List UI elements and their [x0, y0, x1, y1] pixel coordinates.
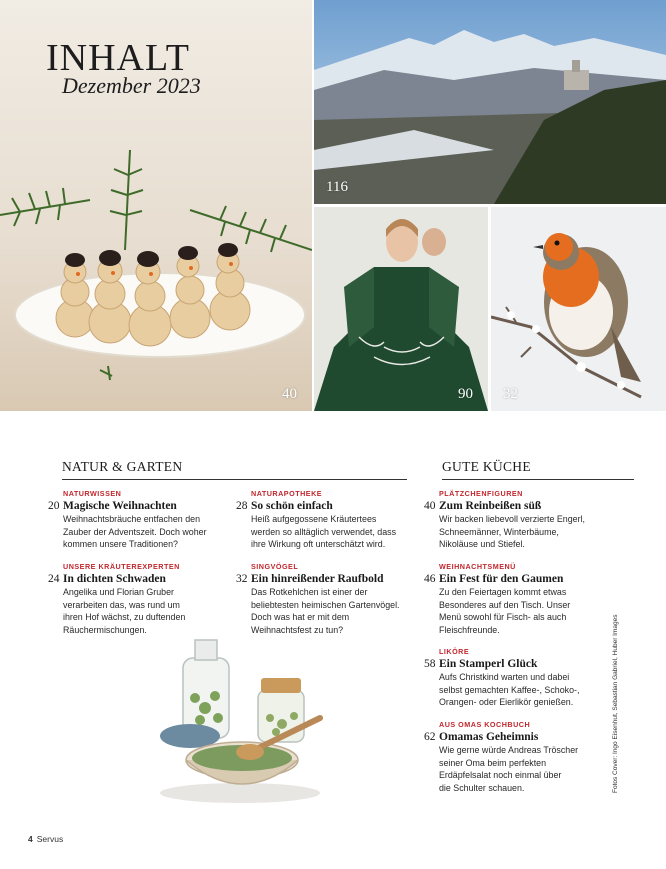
cookies-page-number: 40 [282, 386, 297, 402]
robin-photo [491, 207, 666, 411]
toc-entry[interactable] [424, 647, 609, 709]
toc-entry[interactable] [48, 562, 233, 636]
entry-description: Aufs Christkind warten und dabei selbst gemachten Kaffee-, Schoko-, Orangen- oder Eierlikör genießen. [439, 672, 580, 708]
entry-category: WEIHNACHTSMENÜ [439, 562, 516, 571]
page-title: INHALT [46, 37, 190, 79]
toc-entry[interactable] [236, 562, 421, 636]
entry-title: Omamas Geheimnis [439, 731, 539, 743]
toc-entry[interactable] [424, 720, 609, 794]
toc-entry[interactable] [236, 489, 421, 551]
entry-title: Magische Weihnachten [63, 500, 177, 512]
entry-title: Ein hinreißender Raufbold [251, 573, 384, 585]
entry-title: Ein Fest für den Gaumen [439, 573, 564, 585]
page-footer [28, 834, 63, 844]
traditional-dress-photo [314, 207, 488, 411]
entry-title: Zum Reinbeißen süß [439, 500, 542, 512]
entry-page-number: 24 [48, 573, 60, 585]
entry-description: Zu den Feiertagen kommt etwas Besonderes auf den Tisch. Unser Menü sowohl für Fisch- als auch Fleischfreunde. [439, 587, 571, 635]
entry-description: Das Rotkehlchen ist einer der beliebtesten heimischen Gartenvögel. Doch was hat er mit dem Weihnachtsfest zu tun? [251, 587, 400, 635]
entry-page-number: 20 [48, 500, 60, 512]
entry-page-number: 40 [424, 500, 436, 512]
toc-entry[interactable] [48, 489, 233, 551]
entry-category: UNSERE KRÄUTEREXPERTEN [63, 562, 180, 571]
entry-category: NATURAPOTHEKE [251, 489, 323, 498]
herb-jars-illustration [150, 628, 330, 808]
entry-category: SINGVÖGEL [251, 562, 299, 571]
entry-page-number: 58 [424, 658, 436, 670]
entry-title: In dichten Schwaden [63, 573, 166, 585]
castle-landscape-photo [314, 0, 666, 204]
entry-page-number: 62 [424, 731, 436, 743]
entry-description: Wir backen liebevoll verzierte Engerl, Schneemänner, Winterbäume, Nikoläuse und Stiefel. [439, 514, 586, 550]
section-heading-natur-garten: NATUR & GARTEN [62, 459, 407, 480]
footer-page-number: 4 [28, 834, 33, 844]
entry-category: LIKÖRE [439, 647, 470, 656]
landscape-page-number: 116 [326, 179, 348, 195]
toc-entry[interactable] [424, 562, 609, 636]
entry-page-number: 46 [424, 573, 436, 585]
section-heading-gute-kueche: GUTE KÜCHE [442, 459, 634, 480]
issue-date: Dezember 2023 [62, 73, 201, 98]
dress-page-number: 90 [458, 386, 473, 402]
entry-description: Weihnachtsbräuche entfachen den Zauber der Adventszeit. Doch woher kommen unsere Traditionen? [63, 514, 207, 550]
footer-magazine-name: Servus [36, 834, 64, 844]
entry-page-number: 32 [236, 573, 248, 585]
entry-description: Wie gerne würde Andreas Tröscher seiner Oma beim perfekten Erdäpfelsalat noch einmal über die Schulter schauen. [439, 745, 579, 793]
entry-title: So schön einfach [251, 500, 333, 512]
entry-category: AUS OMAS KOCHBUCH [439, 720, 531, 729]
entry-description: Angelika und Florian Gruber verarbeiten das, was rund um ihren Hof wächst, zu duftenden Räuchermischungen. [63, 587, 186, 635]
entry-title: Ein Stamperl Glück [439, 658, 538, 670]
entry-page-number: 28 [236, 500, 248, 512]
robin-page-number: 32 [503, 386, 518, 402]
entry-category: PLÄTZCHENFIGUREN [439, 489, 523, 498]
photo-credit: Fotos Cover: Ingo Eisenhut, Sebastian Gabriel, Huber Images [612, 614, 619, 793]
entry-description: Heiß aufgegossene Kräutertees werden so alltäglich verwendet, dass ihre Wirkung oft unterschätzt wird. [251, 514, 397, 550]
entry-category: NATURWISSEN [63, 489, 122, 498]
toc-entry[interactable] [424, 489, 609, 551]
